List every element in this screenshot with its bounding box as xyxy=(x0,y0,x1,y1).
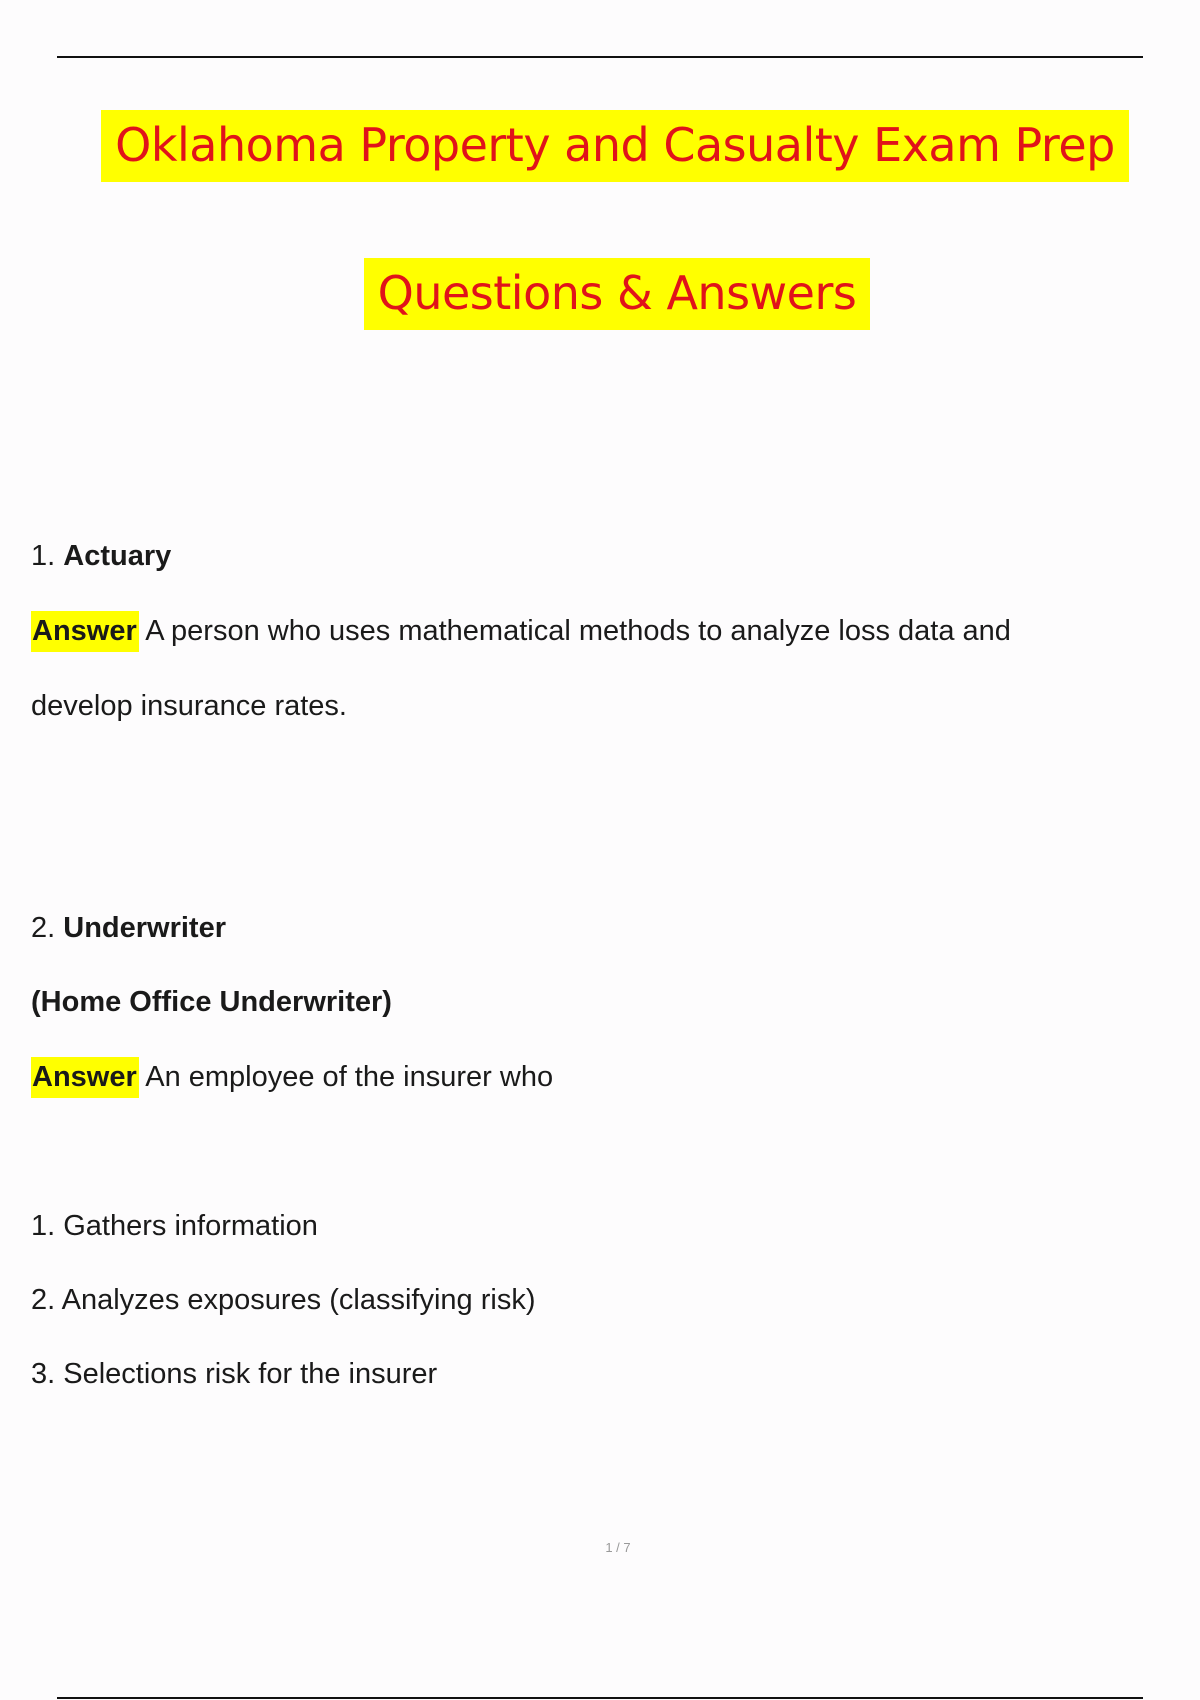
question-2-term: Underwriter xyxy=(63,912,227,944)
question-2-list-item: 2. Analyzes exposures (classifying risk) xyxy=(31,1284,536,1316)
document-title-line-1: Oklahoma Property and Casualty Exam Prep xyxy=(15,110,1200,182)
answer-label: Answer xyxy=(31,1057,139,1098)
bottom-rule xyxy=(57,1697,1143,1699)
question-2-heading xyxy=(31,914,226,943)
question-2-answer-line xyxy=(31,1063,553,1092)
question-1-answer-text: A person who uses mathematical methods to analyze loss data and xyxy=(145,615,1011,647)
answer-label: Answer xyxy=(31,611,139,652)
question-1-answer-line-1 xyxy=(31,617,1011,646)
question-2-subterm: (Home Office Underwriter) xyxy=(31,986,392,1018)
page-number: 1 / 7 xyxy=(605,1540,631,1555)
question-2-answer-text: An employee of the insurer who xyxy=(145,1061,554,1093)
document-title-line-2: Questions & Answers xyxy=(17,258,1200,330)
question-1-heading xyxy=(31,542,171,571)
question-2-number: 2. xyxy=(31,912,56,944)
question-2-list-item: 1. Gathers information xyxy=(31,1210,318,1242)
question-2-list-item: 3. Selections risk for the insurer xyxy=(31,1358,438,1390)
question-1-answer-line-2: develop insurance rates. xyxy=(31,690,347,722)
question-1-number: 1. xyxy=(31,540,56,572)
question-1-term: Actuary xyxy=(63,540,172,572)
top-rule xyxy=(57,56,1143,58)
